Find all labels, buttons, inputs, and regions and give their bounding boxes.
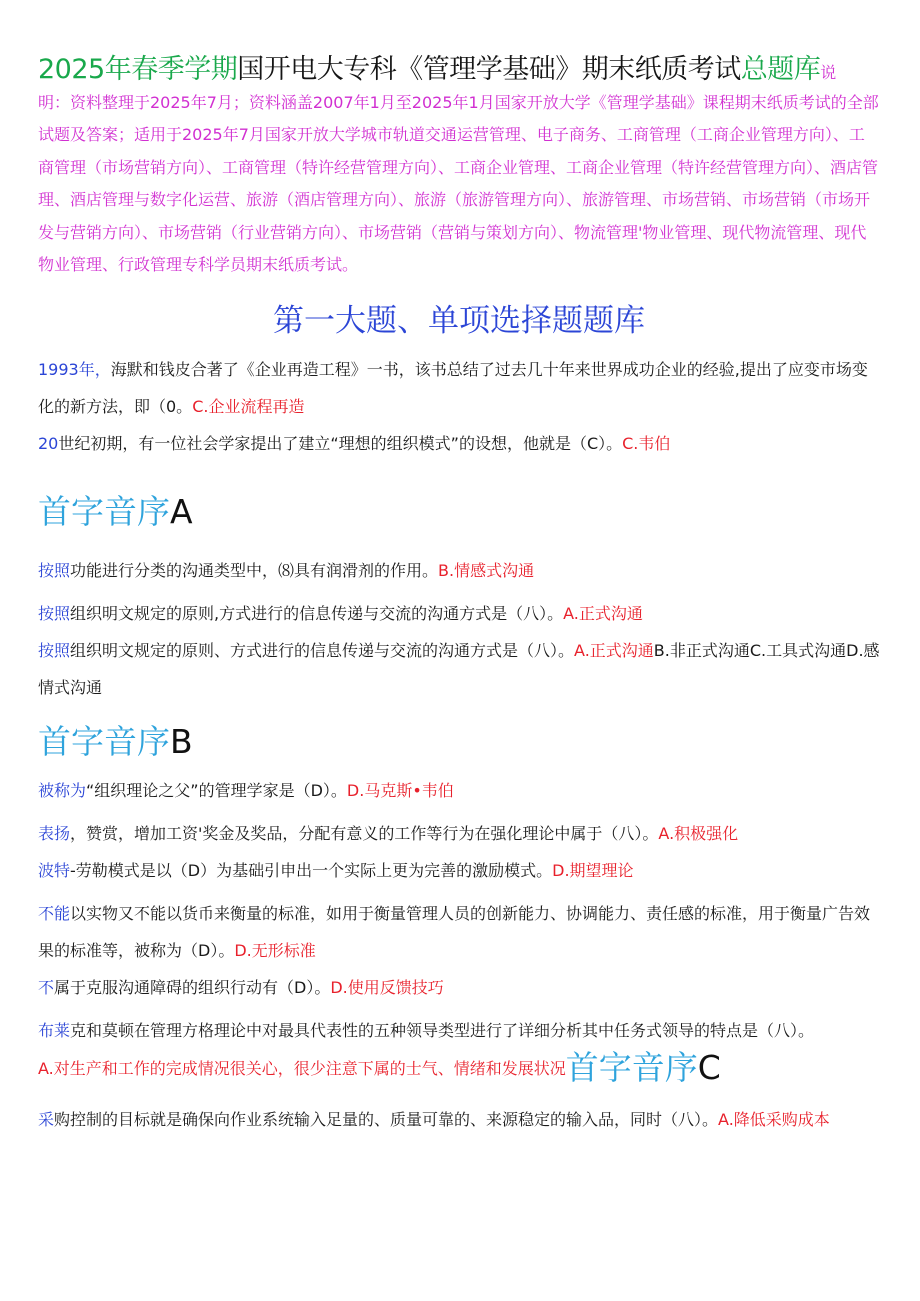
index-heading-label: 首字音序 xyxy=(38,492,170,532)
question-lead: 布莱 xyxy=(38,1021,71,1041)
question-answer: A.正式沟通 xyxy=(574,641,654,661)
question-item xyxy=(38,1012,880,1049)
question-text: 以实物又不能以货币来衡量的标准，如用于衡量管理人员的创新能力、协调能力、责任感的标准，用于衡量广告效果的标准等，被称为（D）。 xyxy=(38,904,871,961)
question-text: 克和莫顿在管理方格理论中对最具代表性的五种领导类型进行了详细分析其中任务式领导的特点是（八）。 xyxy=(70,1021,815,1041)
question-answer: A.积极强化 xyxy=(658,824,739,844)
question-lead: 不 xyxy=(38,978,55,998)
question-item xyxy=(38,895,880,969)
question-item xyxy=(38,815,880,852)
question-answer: C.韦伯 xyxy=(622,434,671,454)
question-lead: 1993年， xyxy=(38,360,111,380)
index-heading-a xyxy=(38,490,880,534)
index-heading-letter: C xyxy=(697,1048,721,1088)
index-heading-letter: A xyxy=(170,492,193,532)
question-answer: D.期望理论 xyxy=(552,861,634,881)
question-text: “组织理论之父”的管理学家是（D）。 xyxy=(86,781,347,801)
question-lead: 表扬 xyxy=(38,824,71,844)
question-lead: 按照 xyxy=(38,641,71,661)
question-item xyxy=(38,969,880,1006)
question-options: B.非正式沟通C.工具式沟通D.感情式沟通 xyxy=(38,641,880,698)
question-answer: D.无形标准 xyxy=(234,941,316,961)
question-item xyxy=(38,351,880,425)
section-title: 第一大题、单项选择题题库 xyxy=(273,303,645,340)
title-note-start: 说 xyxy=(820,63,836,82)
question-item xyxy=(38,595,880,632)
question-item xyxy=(38,772,880,809)
question-lead: 波特 xyxy=(38,861,71,881)
question-answer: A.降低采购成本 xyxy=(718,1110,830,1130)
index-heading-c xyxy=(566,1048,721,1087)
question-item xyxy=(38,632,880,706)
question-text: 海默和钱皮合著了《企业再造工程》一书，该书总结了过去几十年来世界成功企业的经验,提出了应变市场变化的新方法，即（0。 xyxy=(38,360,868,417)
question-text: 购控制的目标就是确保向作业系统输入足量的、质量可靠的、来源稳定的输入品，同时（八）。 xyxy=(54,1110,719,1130)
question-item xyxy=(38,852,880,889)
question-text: 世纪初期，有一位社会学家提出了建立“理想的组织模式”的设想，他就是（C）。 xyxy=(58,434,623,454)
question-answer: D.马克斯•韦伯 xyxy=(346,781,454,801)
question-answer: A.对生产和工作的完成情况很关心，很少注意下属的士气、情绪和发展状况 xyxy=(38,1059,566,1079)
question-lead: 采 xyxy=(38,1110,55,1130)
question-answer: A.正式沟通 xyxy=(563,604,643,624)
title-bank: 总题库 xyxy=(740,54,821,85)
question-lead: 按照 xyxy=(38,604,71,624)
question-lead: 被称为 xyxy=(38,781,87,801)
question-text: 功能进行分类的沟通类型中，⑻具有润滑剂的作用。 xyxy=(70,561,439,581)
question-lead: 20 xyxy=(38,434,59,454)
index-heading-label: 首字音序 xyxy=(38,722,170,762)
question-lead: 按照 xyxy=(38,561,71,581)
document-page xyxy=(38,48,880,1138)
question-text: 组织明文规定的原则,方式进行的信息传递与交流的沟通方式是（八）。 xyxy=(70,604,564,624)
intro-paragraph: 明：资料整理于2025年7月；资料涵盖2007年1月至2025年1月国家开放大学《管理学基础》课程期末纸质考试的全部试题及答案；适用于2025年7月国家开放大学城市轨道交通运营管理、电子商务、工商管理（工商企业管理方向）、工商管理（市场营销方向）、工商管理（特许经营管理方向）、工商企业管理、工商企业管理（特许经营管理方向）、酒店管理、酒店管理与数字化运营、旅游（酒店管理方向）、旅游（旅游管理方向）、旅游管理、市场营销、市场营销（市场开发与营销方向）、市场营销（行业营销方向）、市场营销（营销与策划方向）、物流管理'物业管理、现代物流管理、现代物业管理、行政管理专科学员期末纸质考试。 xyxy=(38,93,879,275)
question-text: ，赞赏，增加工资'奖金及奖品，分配有意义的工作等行为在强化理论中属于（八）。 xyxy=(70,824,659,844)
question-answer: B.情感式沟通 xyxy=(438,561,535,581)
question-answer: D.使用反馈技巧 xyxy=(330,978,444,998)
index-heading-label: 首字音序 xyxy=(565,1048,698,1088)
question-text: 组织明文规定的原则、方式进行的信息传递与交流的沟通方式是（八）。 xyxy=(70,641,575,661)
index-heading-b xyxy=(38,720,880,764)
title-course: 国开电大专科《管理学基础》期末纸质考试 xyxy=(237,54,741,85)
question-item xyxy=(38,552,880,589)
question-text: -劳勒模式是以（D）为基础引申出一个实际上更为完善的激励模式。 xyxy=(70,861,553,881)
title-semester: 2025年春季学期 xyxy=(38,54,238,85)
question-lead: 不能 xyxy=(38,904,71,924)
question-answer: C.企业流程再造 xyxy=(192,397,305,417)
question-item xyxy=(38,425,880,462)
question-item xyxy=(38,1049,880,1087)
question-text: 属于克服沟通障碍的组织行动有（D）。 xyxy=(54,978,331,998)
index-heading-letter: B xyxy=(170,722,193,762)
question-item xyxy=(38,1101,880,1138)
